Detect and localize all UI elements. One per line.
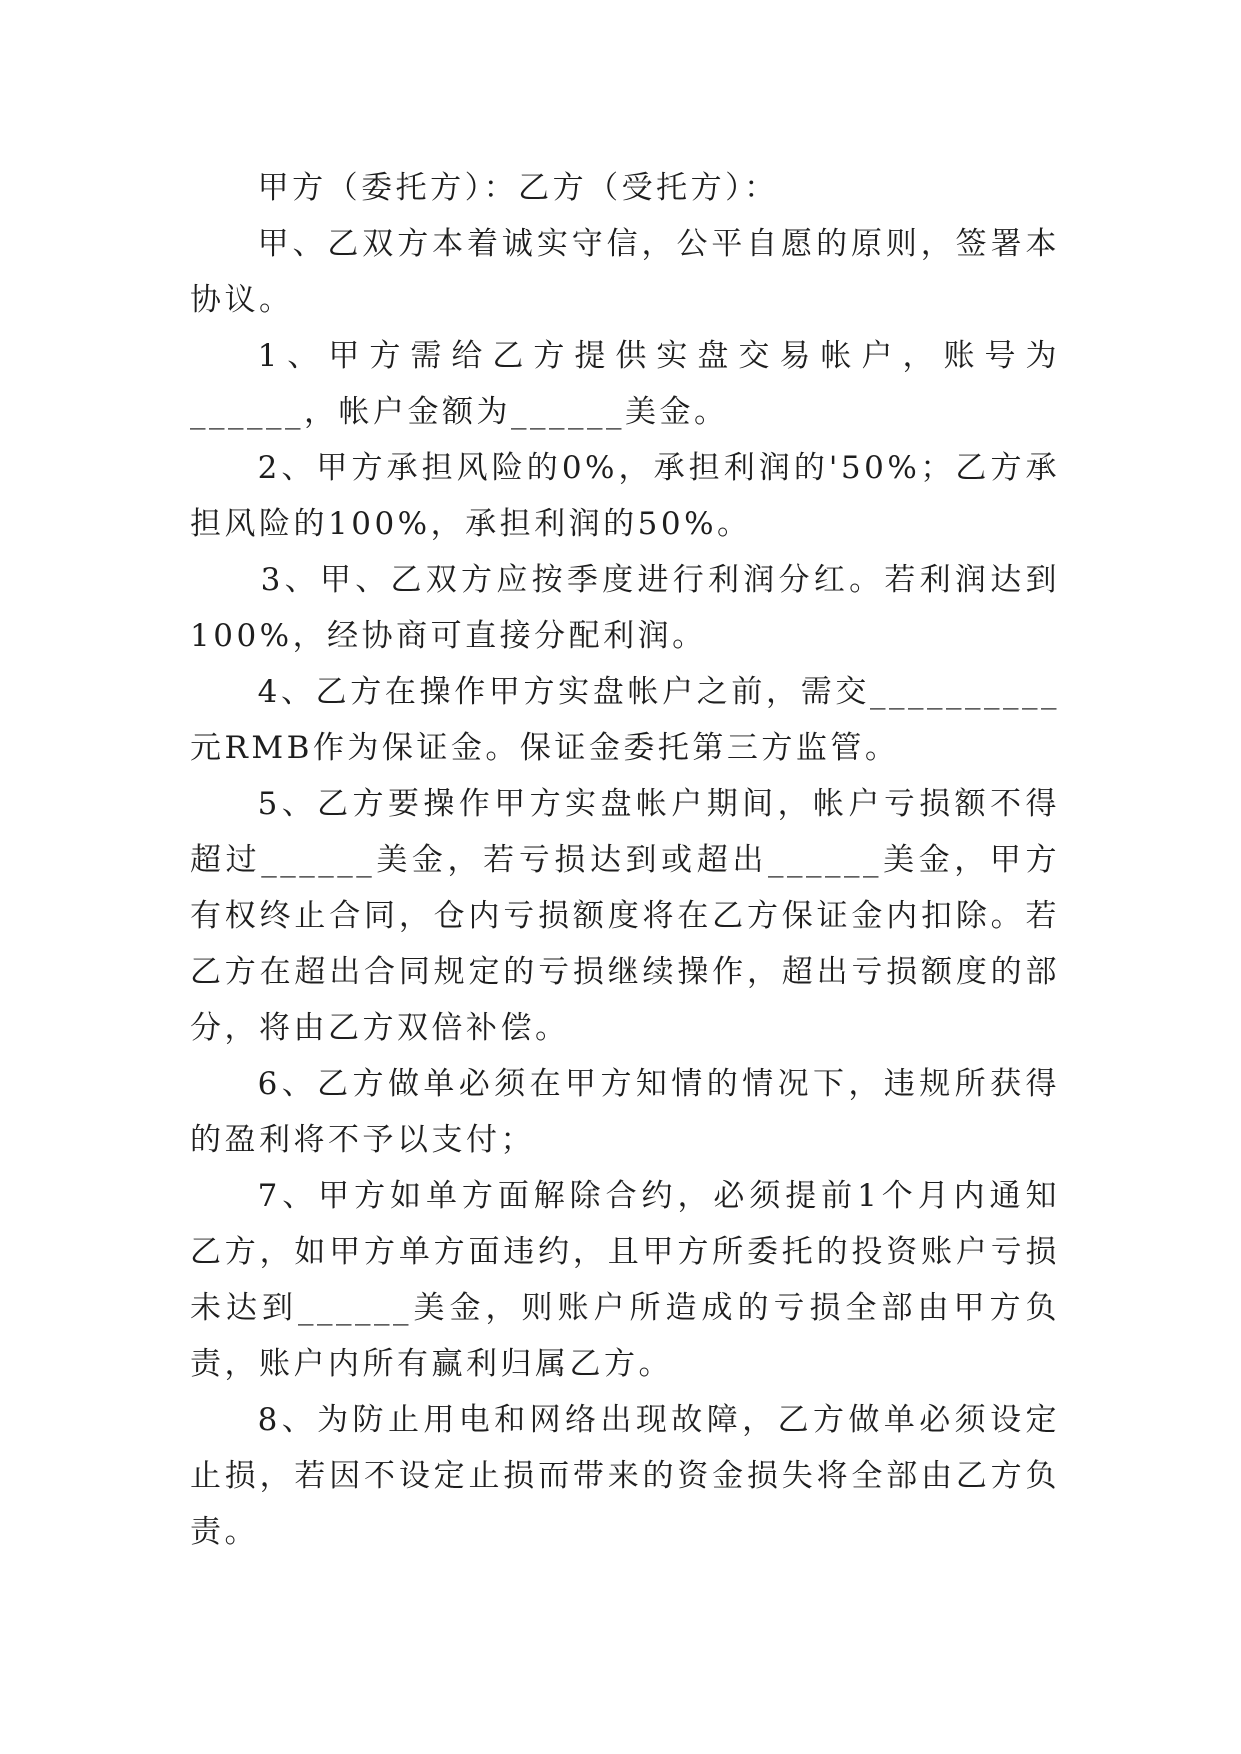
clause-1: 1、甲方需给乙方提供实盘交易帐户，账号为______，帐户金额为______美金。 — [190, 338, 1060, 430]
clause-3: 3、甲、乙双方应按季度进行利润分红。若利润达到100%，经协商可直接分配利润。 — [190, 562, 1060, 654]
clause-8: 8、为防止用电和网络出现故障，乙方做单必须设定止损，若因不设定止损而带来的资金损失将全部由乙方负责。 — [190, 1402, 1060, 1550]
clause-4: 4、乙方在操作甲方实盘帐户之前，需交__________元RMB作为保证金。保证金委托第三方监管。 — [190, 674, 1060, 766]
contract-body — [190, 160, 1060, 1560]
preamble: 甲、乙双方本着诚实守信，公平自愿的原则，签署本协议。 — [190, 226, 1060, 318]
clause-5: 5、乙方要操作甲方实盘帐户期间，帐户亏损额不得超过______美金，若亏损达到或超出______美金，甲方有权终止合同，仓内亏损额度将在乙方保证金内扣除。若乙方在超出合同规定的亏损继续操作，超出亏损额度的部分，将由乙方双倍补偿。 — [190, 786, 1060, 1046]
clause-6: 6、乙方做单必须在甲方知情的情况下，违规所获得的盈利将不予以支付； — [190, 1066, 1060, 1158]
parties-line: 甲方（委托方）：乙方（受托方）： — [257, 170, 779, 206]
clause-7: 7、甲方如单方面解除合约，必须提前1个月内通知乙方，如甲方单方面违约，且甲方所委托的投资账户亏损未达到______美金，则账户所造成的亏损全部由甲方负责，账户内所有赢利归属乙方。 — [190, 1178, 1060, 1382]
clause-2: 2、甲方承担风险的0%，承担利润的'50%；乙方承担风险的100%，承担利润的50%。 — [190, 450, 1060, 542]
